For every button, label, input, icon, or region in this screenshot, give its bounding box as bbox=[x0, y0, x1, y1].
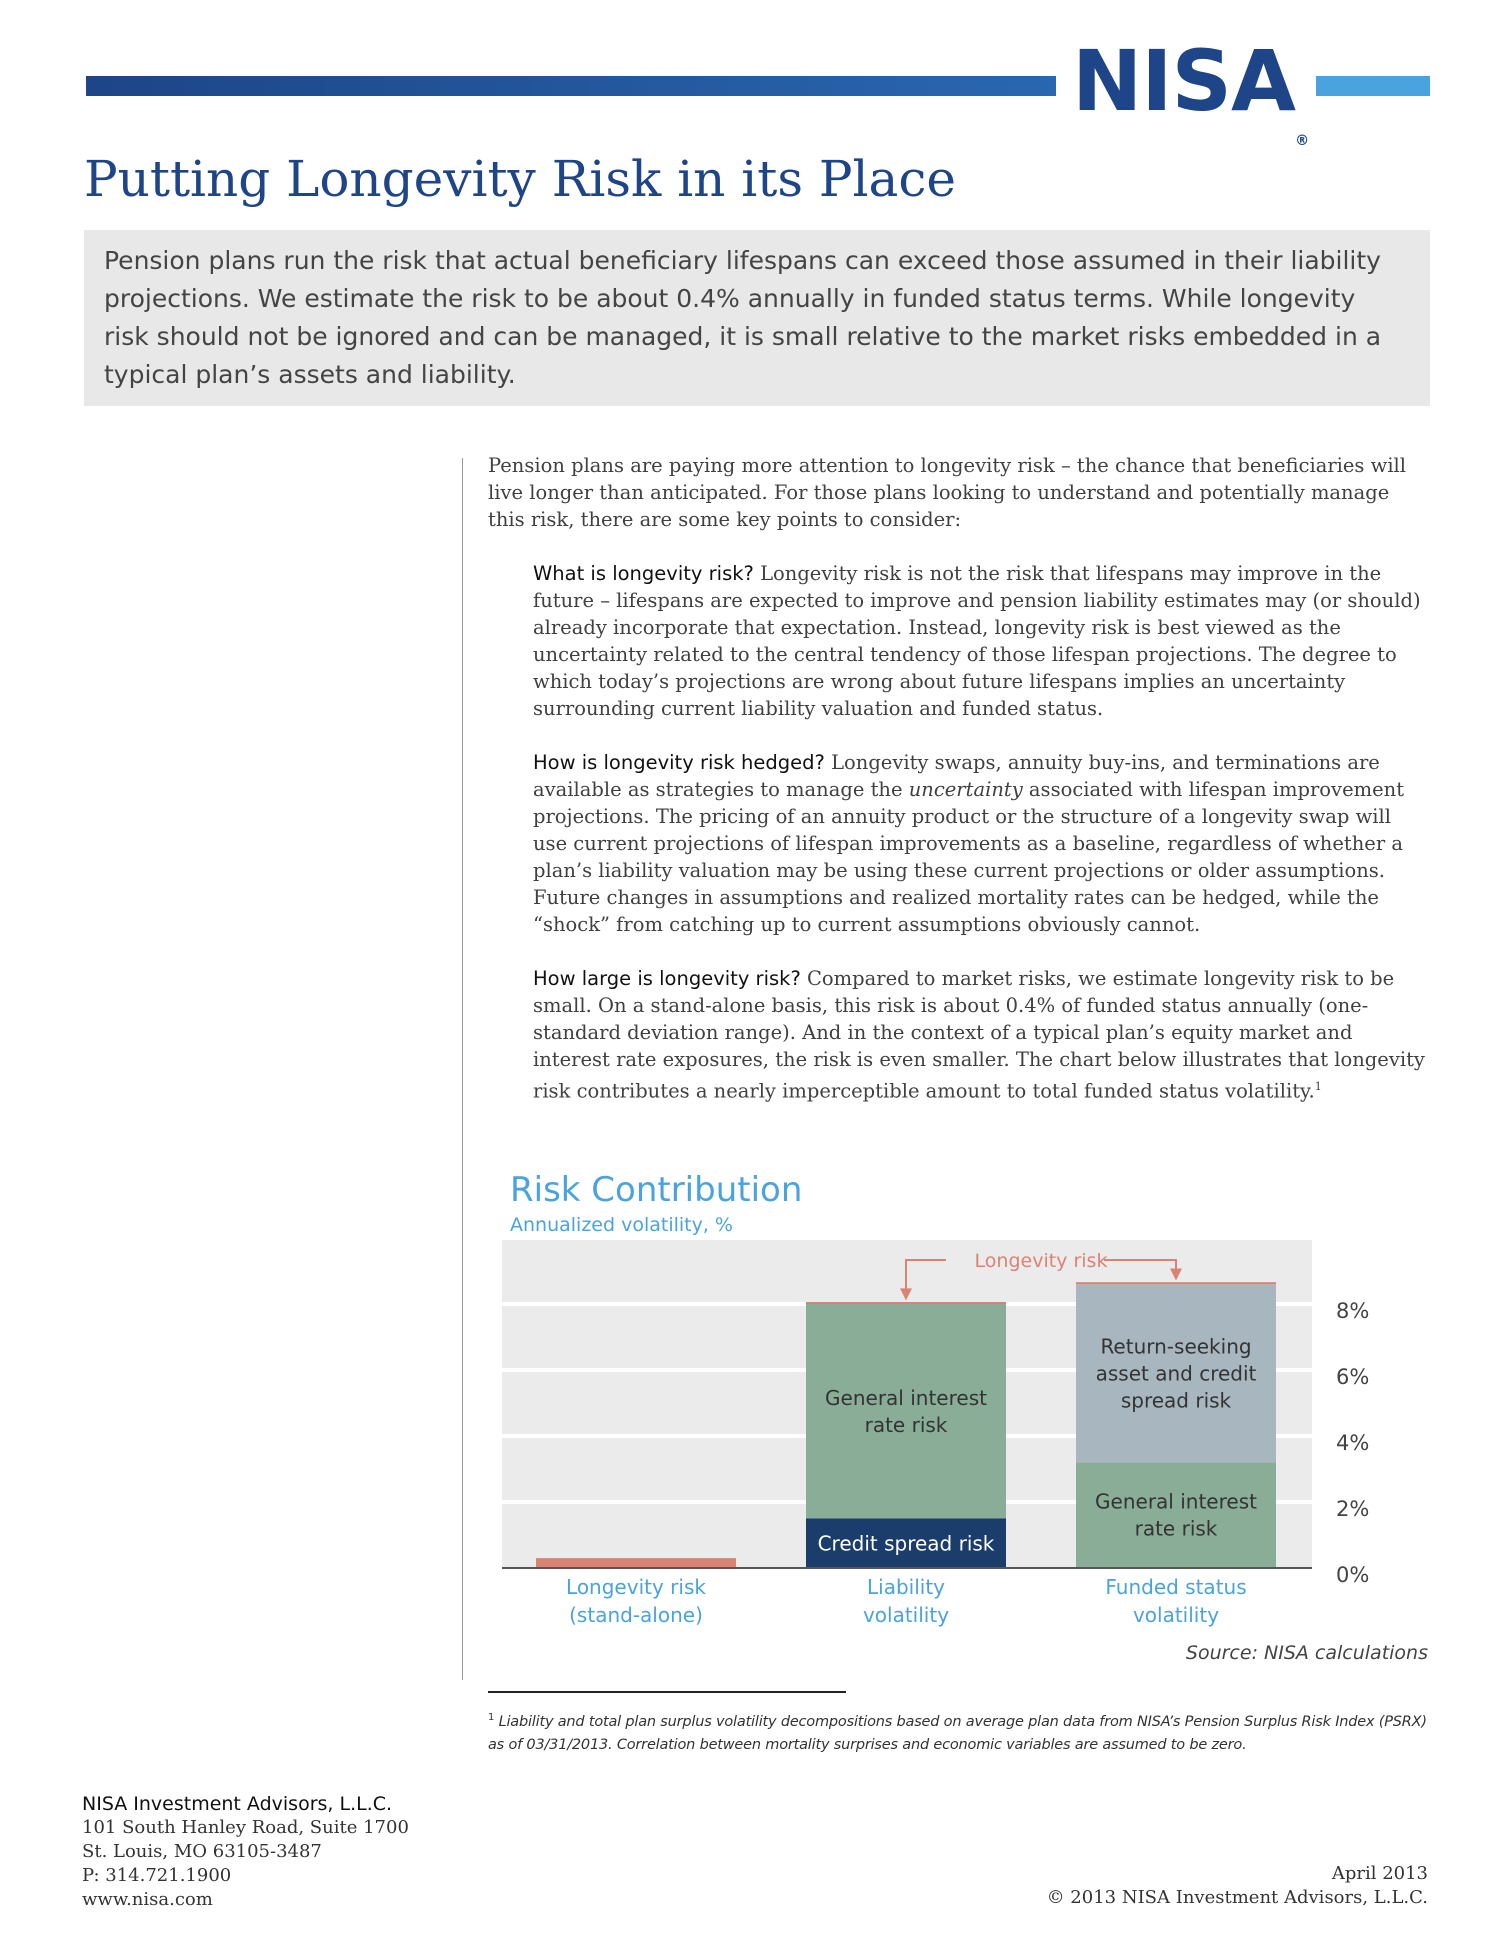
x-category-label: Longevity risk bbox=[566, 1575, 706, 1599]
bar-segment-label: rate risk bbox=[864, 1412, 948, 1437]
registered-mark: ® bbox=[1295, 133, 1309, 149]
footnote bbox=[488, 1706, 1428, 1757]
section-what-is bbox=[533, 560, 1428, 722]
page-title: Putting Longevity Risk in its Place bbox=[84, 150, 956, 208]
phone: P: 314.721.1900 bbox=[82, 1865, 232, 1886]
bar-segment bbox=[1076, 1462, 1276, 1568]
y-tick-label: 8% bbox=[1336, 1299, 1370, 1323]
website-link[interactable]: www.nisa.com bbox=[82, 1889, 213, 1910]
bar-segment bbox=[1076, 1282, 1276, 1284]
intro-paragraph: Pension plans are paying more attention to longevity risk – the chance that beneficiaries will live longer than anticipated. For those plans looking to understand and potentially manage this risk, there are some key points to consider: bbox=[488, 454, 1407, 531]
x-category-label: volatility bbox=[1132, 1603, 1220, 1627]
copyright-block bbox=[1047, 1862, 1428, 1910]
publication-date: April 2013 bbox=[1331, 1863, 1428, 1884]
footnote-number: 1 bbox=[488, 1712, 495, 1723]
risk-contribution-chart bbox=[496, 1240, 1436, 1640]
bar-segment bbox=[806, 1302, 1006, 1304]
bar-segment bbox=[536, 1558, 736, 1568]
x-category-label: volatility bbox=[862, 1603, 950, 1627]
y-tick-label: 0% bbox=[1336, 1563, 1370, 1587]
section-question: How is longevity risk hedged? bbox=[533, 751, 825, 774]
section-how-large bbox=[533, 965, 1428, 1105]
section-answer: Compared to market risks, we estimate longevity risk to be small. On a stand-alone basis, this risk is about 0.4% of funded status annually (one-standard deviation range). And in the context of a typical plan’s equity market and interest rate exposures, the risk is even smaller. The chart below illustrates that longevity risk contributes a nearly imperceptible amount to total funded status volatility. bbox=[533, 967, 1425, 1103]
annotation-label: Longevity risk bbox=[974, 1250, 1108, 1272]
company-address bbox=[82, 1792, 409, 1912]
y-tick-label: 6% bbox=[1336, 1365, 1370, 1389]
chart-source: Source: NISA calculations bbox=[1185, 1642, 1428, 1664]
address-line-1: 101 South Hanley Road, Suite 1700 bbox=[82, 1817, 409, 1838]
footnote-rule bbox=[488, 1691, 846, 1693]
nisa-logo[interactable] bbox=[1072, 32, 1309, 149]
column-divider bbox=[462, 458, 463, 1680]
section-answer: Longevity swaps, annuity buy-ins, and terminations are available as strategies to manage the bbox=[533, 751, 1380, 801]
section-question: What is longevity risk? bbox=[533, 562, 754, 585]
copyright: © 2013 NISA Investment Advisors, L.L.C. bbox=[1046, 1887, 1428, 1908]
address-line-2: St. Louis, MO 63105-3487 bbox=[82, 1841, 322, 1862]
section-answer-cont: associated with lifespan improvement projections. The pricing of an annuity product or the structure of a longevity swap will use current projections of lifespan improvements as a baseline, regardless of whether a plan’s liability valuation may be using these current projections or older assumptions. Future changes in assumptions and realized mortality rates can be hedged, while the “shock” from catching up to current assumptions obviously cannot. bbox=[533, 778, 1405, 936]
bar-segment bbox=[806, 1304, 1006, 1519]
bar-segment-label: asset and credit bbox=[1095, 1361, 1257, 1386]
summary-text: Pension plans run the risk that actual beneficiary lifespans can exceed those assumed in their liability projections. We estimate the risk to be about 0.4% annually in funded status terms. While longevity risk should not be ignored and can be managed, it is small relative to the market risks embedded in a typical plan’s assets and liability. bbox=[104, 246, 1382, 389]
bar-segment-label: spread risk bbox=[1120, 1388, 1232, 1413]
y-tick-label: 2% bbox=[1336, 1497, 1370, 1521]
y-tick-label: 4% bbox=[1336, 1431, 1370, 1455]
x-category-label: Funded status bbox=[1105, 1575, 1247, 1599]
header-bar-right bbox=[1316, 76, 1430, 96]
chart-title: Risk Contribution bbox=[510, 1170, 803, 1210]
section-question: How large is longevity risk? bbox=[533, 967, 801, 990]
bar-segment-label: Return-seeking bbox=[1100, 1334, 1252, 1359]
summary-box bbox=[84, 230, 1430, 406]
bar-segment-label: rate risk bbox=[1134, 1516, 1218, 1541]
chart-subtitle: Annualized volatility, % bbox=[510, 1214, 733, 1236]
section-how-hedged bbox=[533, 749, 1428, 938]
bar-segment-label: Credit spread risk bbox=[817, 1531, 995, 1556]
x-category-label: (stand-alone) bbox=[569, 1603, 703, 1627]
x-category-label: Liability bbox=[867, 1575, 945, 1599]
footnote-text: Liability and total plan surplus volatility decompositions based on average plan data from NISA’s Pension Surplus Risk Index (PSRX) as of 03/31/2013. Correlation between mortality surprises and economic variables are assumed to be zero. bbox=[488, 1713, 1427, 1753]
section-emphasis: uncertainty bbox=[908, 778, 1023, 801]
logo-text: NISA bbox=[1072, 32, 1296, 130]
footnote-ref[interactable]: 1 bbox=[1314, 1080, 1322, 1093]
body-text bbox=[488, 452, 1428, 1132]
company-name: NISA Investment Advisors, L.L.C. bbox=[82, 1793, 393, 1815]
bar-segment-label: General interest bbox=[1095, 1489, 1257, 1514]
header-bar-left bbox=[86, 76, 1056, 96]
section-answer: Longevity risk is not the risk that lifespans may improve in the future – lifespans are expected to improve and pension liability estimates may (or should) already incorporate that expectation. Instead, longevity risk is best viewed as the uncertainty related to the central tendency of those lifespan projections. The degree to which today’s projections are wrong about future lifespans implies an uncertainty surrounding current liability valuation and funded status. bbox=[533, 562, 1421, 720]
bar-segment-label: General interest bbox=[825, 1385, 987, 1410]
